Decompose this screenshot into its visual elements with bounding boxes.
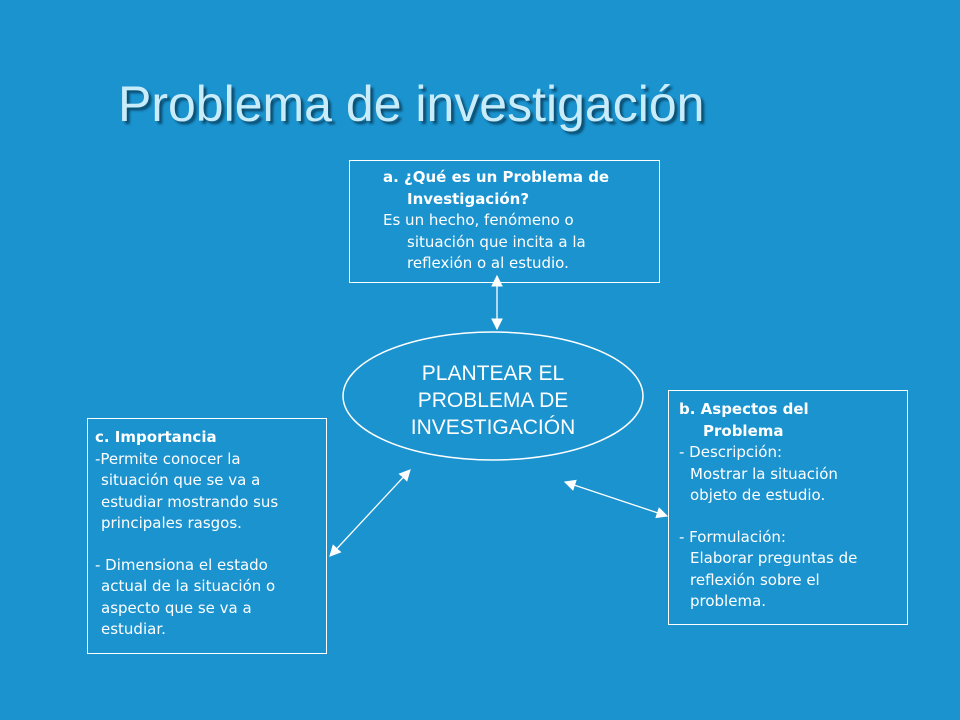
center-label-line: PROBLEMA DE xyxy=(417,389,569,412)
box-b-item-label: - Descripción: xyxy=(679,443,783,461)
box-a-text: situación que incita a la xyxy=(407,232,586,251)
center-label-line: INVESTIGACIÓN xyxy=(410,416,576,439)
box-c-importance xyxy=(87,418,327,654)
box-b-aspects xyxy=(668,390,908,625)
box-c-text: estudiar. xyxy=(101,620,166,638)
box-c-text: principales rasgos. xyxy=(101,514,242,532)
box-b-item-text: objeto de estudio. xyxy=(690,486,826,504)
box-a-definition xyxy=(349,160,660,283)
box-c-text: estudiar mostrando sus xyxy=(101,492,279,511)
box-a-heading: Investigación? xyxy=(407,189,530,208)
box-c-text: actual de la situación o xyxy=(101,577,276,595)
box-c-text: situación que se va a xyxy=(101,471,261,489)
box-c-text: -Permite conocer la xyxy=(95,449,241,468)
center-label-line: PLANTEAR EL xyxy=(421,362,565,385)
box-b-item-text: reflexión sobre el xyxy=(690,570,820,589)
box-c-heading: c. Importancia xyxy=(95,428,217,446)
box-b-item-label: - Formulación: xyxy=(679,527,786,546)
box-b-heading: Problema xyxy=(703,421,784,440)
box-b-heading: b. Aspectos del xyxy=(679,400,809,418)
connector-center-to-box-c xyxy=(330,470,410,556)
box-b-item-text: problema. xyxy=(690,592,767,610)
connector-center-to-box-b xyxy=(565,482,667,516)
box-c-text: aspecto que se va a xyxy=(101,598,252,617)
box-b-item-text: Mostrar la situación xyxy=(690,464,838,483)
box-a-text: reflexión o al estudio. xyxy=(407,254,569,272)
box-a-text: Es un hecho, fenómeno o xyxy=(383,211,574,229)
box-b-item-text: Elaborar preguntas de xyxy=(690,549,858,567)
slide-title: Problema de investigación xyxy=(118,76,705,132)
center-node-label xyxy=(345,360,641,441)
box-c-text: - Dimensiona el estado xyxy=(95,555,268,574)
box-a-heading: a. ¿Qué es un Problema de xyxy=(383,168,610,186)
